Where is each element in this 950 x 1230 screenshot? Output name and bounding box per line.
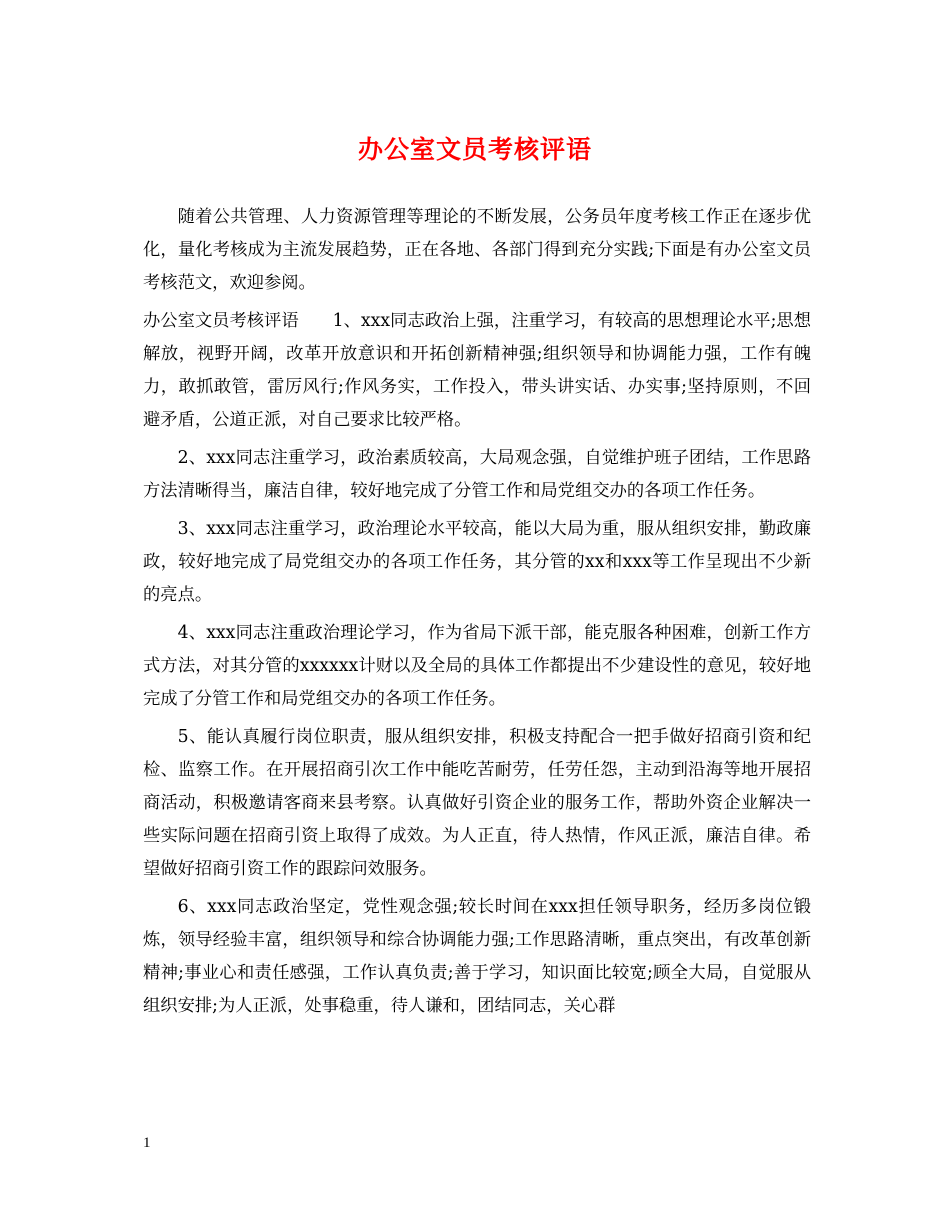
section-label: 办公室文员考核评语: [143, 311, 299, 331]
document-title: 办公室文员考核评语: [357, 135, 592, 164]
evaluation-item-3: 3、xxx同志注重学习，政治理论水平较高，能以大局为重，服从组织安排，勤政廉政，较好地完成了局党组交办的各项工作任务，其分管的xx和xxx等工作呈现出不少新的亮点。: [143, 519, 811, 605]
evaluation-item-1: 1、xxx同志政治上强，注重学习，有较高的思想理论水平;思想解放，视野开阔，改革开放意识和开拓创新精神强;组织领导和协调能力强，工作有魄力，敢抓敢管，雷厉风行;作风务实，工作投入，带头讲实话、办实事;坚持原则，不回避矛盾，公道正派，对自己要求比较严格。: [143, 311, 811, 430]
evaluation-item-5: 5、能认真履行岗位职责，服从组织安排，积极支持配合一把手做好招商引资和纪检、监察工作。在开展招商引次工作中能吃苦耐劳，任劳任怨，主动到沿海等地开展招商活动，积极邀请客商来县考察。认真做好引资企业的服务工作，帮助外资企业解决一些实际问题在招商引资上取得了成效。为人正直，待人热情，作风正派，廉洁自律。希望做好招商引资工作的跟踪问效服务。: [143, 727, 811, 879]
evaluation-item-6: 6、xxx同志政治坚定，党性观念强;较长时间在xxx担任领导职务，经历多岗位锻炼，领导经验丰富，组织领导和综合协调能力强;工作思路清晰，重点突出，有改革创新精神;事业心和责任感强，工作认真负责;善于学习，知识面比较宽;顾全大局，自觉服从组织安排;为人正派，处事稳重，待人谦和，团结同志，关心群: [143, 897, 811, 1016]
section-paragraph: [143, 305, 811, 437]
evaluation-item-2: 2、xxx同志注重学习，政治素质较高，大局观念强，自觉维护班子团结，工作思路方法清晰得当，廉洁自律，较好地完成了分管工作和局党组交办的各项工作任务。: [143, 448, 811, 501]
evaluation-item-4: 4、xxx同志注重政治理论学习，作为省局下派干部，能克服各种困难，创新工作方式方法，对其分管的xxxxxx计财以及全局的具体工作都提出不少建设性的意见，较好地完成了分管工作和局党组交办的各项工作任务。: [143, 623, 811, 709]
document-body: [143, 201, 811, 1028]
intro-paragraph: 随着公共管理、人力资源管理等理论的不断发展，公务员年度考核工作正在逐步优化，量化考核成为主流发展趋势，正在各地、各部门得到充分实践;下面是有办公室文员考核范文，欢迎参阅。: [143, 207, 811, 293]
page-number: 1: [143, 1135, 151, 1151]
